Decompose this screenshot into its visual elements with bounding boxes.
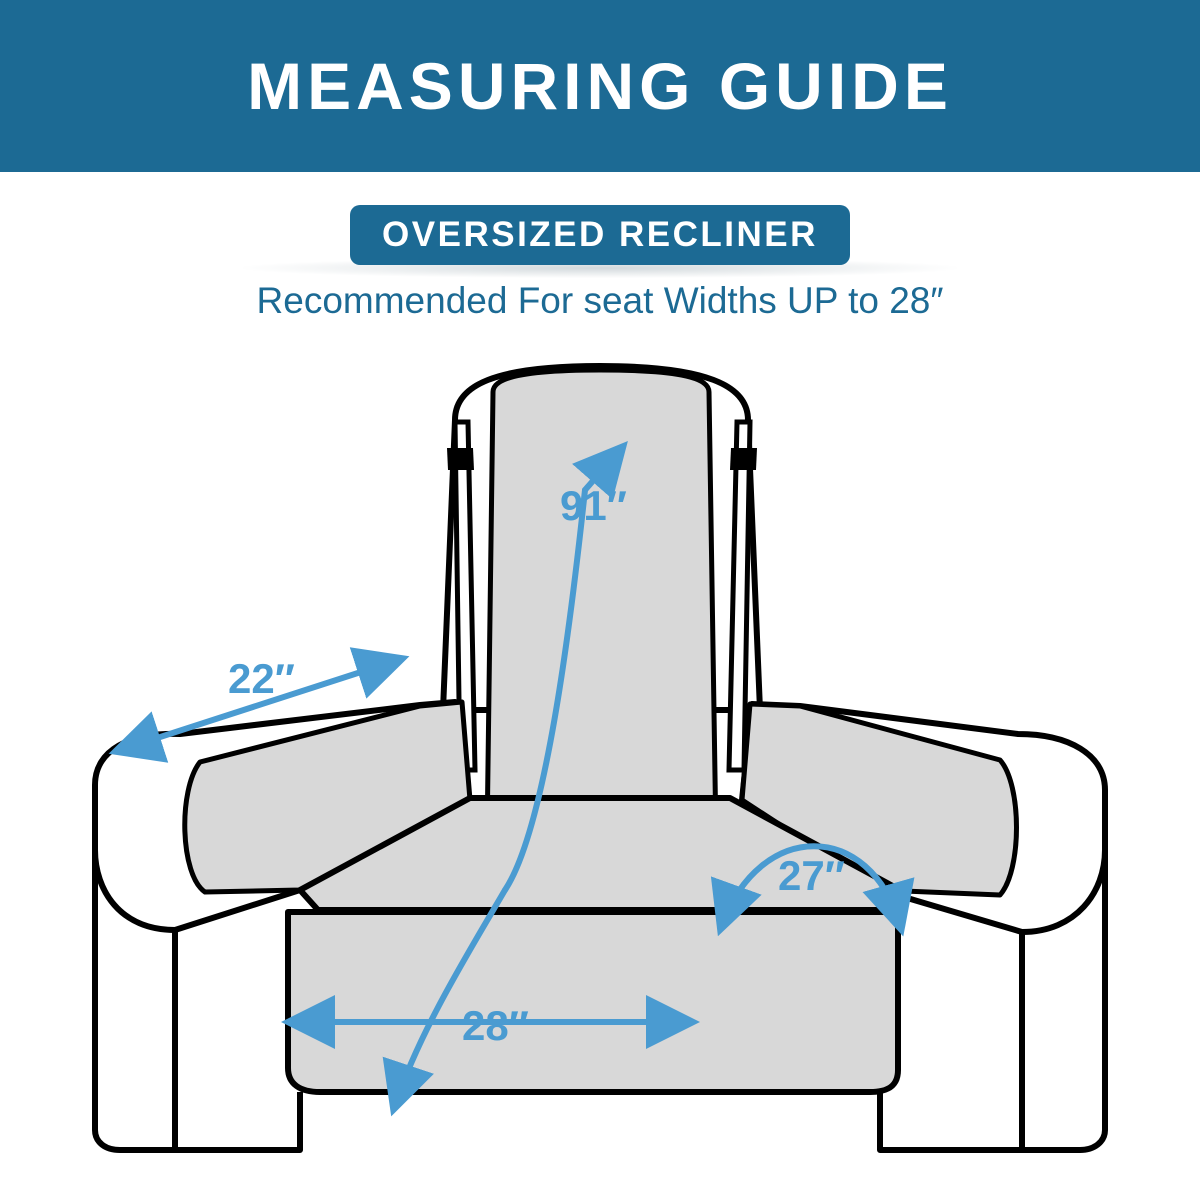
recommendation-text: Recommended For seat Widths UP to 28″ xyxy=(256,280,944,321)
strap-right xyxy=(730,448,757,470)
dimension-28-label: 28″ xyxy=(462,1002,529,1049)
dimension-22-label: 22″ xyxy=(228,655,295,702)
strap-left xyxy=(447,448,474,470)
page-title: MEASURING GUIDE xyxy=(247,49,953,123)
seat-front-skirt xyxy=(288,912,898,1092)
product-tab-container xyxy=(0,205,1200,265)
dimension-91-label: 91″ xyxy=(560,482,627,529)
header-band xyxy=(0,0,1200,172)
recliner-diagram xyxy=(0,330,1200,1200)
dimension-27-label: 27″ xyxy=(778,852,845,899)
backrest-cover-panel xyxy=(487,370,716,840)
product-type-tab: OVERSIZED RECLINER xyxy=(350,205,850,265)
right-base xyxy=(880,932,1022,1150)
left-base xyxy=(175,930,300,1150)
